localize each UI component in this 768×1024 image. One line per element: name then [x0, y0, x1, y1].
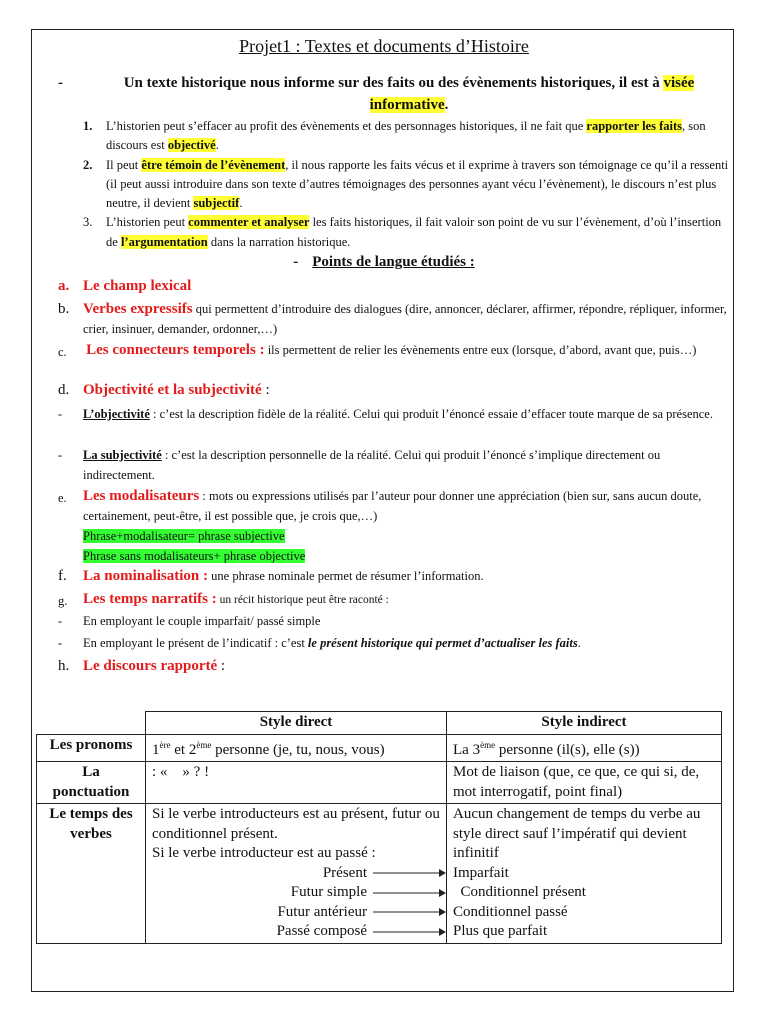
section-label: h. [58, 658, 70, 674]
item-text: L’historien peut s’effacer au profit des évènements et des personnages historiques, il ne fait que [106, 119, 587, 133]
points-dash: - [293, 254, 299, 270]
row-label-pronoms: Les pronoms [37, 734, 146, 762]
term: L’objectivité [83, 407, 150, 421]
cell-text: et 2 [170, 741, 197, 758]
item-number: 1. [83, 119, 93, 133]
section-text: qui permettent d’introduire des dialogues (dire, annoncer, déclarer, affirmer, répondre, répliquer, informer, crier, insinuer, demander, ordonner,…) [83, 302, 727, 336]
section-d [58, 380, 734, 400]
intro-dash: - [58, 75, 63, 91]
intro-paragraph [58, 72, 734, 116]
tense-row [152, 922, 440, 942]
subjectivity-item [58, 445, 734, 485]
tense-row [152, 864, 440, 884]
definition: : c’est la description fidèle de la réalité. Celui qui produit l’énoncé essaie d’effacer toute marque de sa présence. [149, 407, 713, 421]
item-highlight: objectivé [167, 138, 216, 153]
narrative-text: En employant le couple imparfait/ passé simple [83, 614, 321, 628]
tense-to: Plus que parfait [453, 923, 548, 939]
term: La subjectivité [83, 448, 162, 462]
section-text: ils permettent de relier les évènements entre eux (lorsque, d’abord, avant que, puis…) [264, 343, 697, 357]
item-highlight: commenter et analyser [188, 215, 310, 230]
item-text: les faits historiques, il fait valoir son point de vu sur l’évènement, d’où l’insertion de [106, 215, 722, 249]
section-title: Les modalisateurs [83, 488, 200, 504]
bullet-dash: - [58, 448, 63, 462]
item-text: . [215, 138, 219, 153]
superscript: ème [480, 739, 496, 750]
header-indirect: Style indirect [447, 712, 722, 735]
bullet-dash: - [58, 636, 63, 650]
tense-to: Imparfait [453, 864, 509, 881]
section-text: un récit historique peut être raconté : [216, 594, 389, 606]
narrative-emphasis: le présent historique qui permet d’actualiser les faits [307, 636, 578, 650]
table-header-row [37, 712, 722, 735]
narrative-text: En employant le présent de l’indicatif : c’est [83, 636, 308, 650]
section-a [58, 276, 734, 296]
tense-from: Futur simple [290, 884, 367, 900]
tense-to: Conditionnel passé [453, 903, 568, 920]
cell-text: Si le verbe introducteur est au passé : [152, 845, 376, 861]
bullet-dash: - [58, 614, 63, 628]
superscript: ème [196, 739, 212, 750]
narrative-item-2 [58, 633, 734, 653]
narrative-end: . [577, 636, 581, 650]
cell-direct-ponctuation: : « » ? ! [146, 762, 447, 804]
tense-from: Futur antérieur [277, 903, 367, 920]
item-text: L’historien peut [106, 215, 189, 230]
section-label: b. [58, 301, 70, 317]
table-row [37, 734, 722, 762]
intro-end: . [444, 97, 449, 113]
section-tail: : [261, 382, 270, 398]
arrow-icon [371, 907, 446, 917]
section-text: : mots ou expressions utilisés par l’auteur pour donner une appréciation (bien sur, sans aucun doute, certainement, peut-être, il est possible que, je crois que,…) [83, 489, 702, 523]
section-title: Le discours rapporté [83, 658, 218, 674]
section-label: d. [58, 382, 70, 398]
section-title: Objectivité et la subjectivité [83, 382, 262, 398]
section-e [58, 486, 734, 566]
cell-indirect-temps [447, 804, 722, 944]
green-rule-1: Phrase+modalisateur= phrase subjective [83, 529, 285, 543]
section-f [58, 566, 734, 586]
row-label-ponctuation: La ponctuation [37, 762, 146, 804]
cell-text: personne (je, tu, nous, vous) [211, 741, 385, 758]
section-b [58, 299, 734, 339]
section-title: Le champ lexical [83, 278, 192, 294]
section-title: La nominalisation : [83, 568, 209, 584]
section-label: f. [58, 568, 67, 584]
table-row [37, 804, 722, 944]
item-text: , son discours est [106, 119, 706, 153]
section-label: e. [58, 491, 67, 505]
item-number: 3. [83, 215, 93, 230]
cell-text: Aucun changement de temps du verbe au style direct sauf l’impératif qui devient infinitif [453, 806, 701, 861]
section-c [58, 340, 734, 360]
section-title: Les connecteurs temporels : [86, 342, 265, 358]
header-direct: Style direct [146, 712, 447, 735]
section-title: Verbes expressifs [83, 301, 193, 317]
cell-direct-pronoms [146, 734, 447, 762]
cell-text: Si le verbe introducteurs est au présent, futur ou conditionnel présent. [152, 806, 440, 842]
arrow-icon [371, 868, 446, 878]
definition: : c’est la description personnelle de la réalité. Celui qui produit l’énoncé s’implique directement ou indirectement. [83, 448, 661, 482]
section-text: une phrase nominale permet de résumer l’information. [208, 569, 484, 583]
tense-from: Présent [322, 864, 367, 881]
tense-from: Passé composé [276, 923, 367, 939]
list-item [58, 213, 734, 252]
arrow-icon [371, 888, 446, 898]
cell-text: 1 [152, 741, 160, 758]
tense-row [152, 903, 440, 923]
item-highlight: être témoin de l’évènement [141, 157, 286, 172]
row-label-temps: Le temps des verbes [37, 804, 146, 944]
objectivity-item [58, 404, 734, 424]
superscript: ère [159, 739, 171, 750]
cell-indirect-pronoms [447, 734, 722, 762]
table-row [37, 762, 722, 804]
section-title: Les temps narratifs : [83, 591, 217, 607]
narrative-item-1 [58, 611, 734, 631]
item-text: , il nous rapporte les faits vécus et il exprime à travers son témoignage ce qu’il a ressenti (il peut aussi introduire dans son texte d’autres témoignages des personnes ayant vécu l’évènement), le discours n’est plus neutre, il devient [106, 157, 729, 211]
intro-text: Un texte historique nous informe sur des faits ou des évènements historiques, il est à [123, 75, 664, 91]
section-h [58, 656, 734, 676]
tense-to: Conditionnel présent [453, 884, 586, 900]
section-label: g. [58, 594, 68, 608]
item-highlight: subjectif [193, 196, 240, 211]
section-g [58, 589, 734, 610]
tense-row [152, 883, 440, 903]
page-title: Projet1 : Textes et documents d’Histoire [239, 36, 529, 56]
section-label: a. [58, 278, 70, 294]
item-number: 2. [83, 157, 93, 172]
item-text: dans la narration historique. [207, 234, 351, 249]
points-text: Points de langue étudiés : [312, 254, 475, 270]
points-heading [0, 254, 768, 271]
numbered-list [58, 117, 734, 252]
item-text: . [239, 196, 243, 211]
bullet-dash: - [58, 407, 63, 421]
arrow-icon [371, 927, 446, 937]
item-highlight: rapporter les faits [586, 119, 683, 133]
empty-corner [37, 712, 146, 735]
cell-direct-temps [146, 804, 447, 944]
cell-indirect-ponctuation: Mot de liaison (que, ce que, ce qui si, de, mot interrogatif, point final) [447, 762, 722, 804]
item-text: Il peut [106, 157, 142, 172]
section-tail: : [217, 658, 226, 674]
intro-highlight: visée informative [369, 75, 695, 113]
section-label: c. [58, 345, 67, 359]
cell-text: La 3 [453, 741, 481, 758]
cell-text: personne (il(s), elle (s)) [495, 741, 640, 758]
list-item [58, 156, 734, 214]
green-rule-2: Phrase sans modalisateurs+ phrase objective [83, 549, 306, 563]
list-item [58, 117, 734, 156]
item-highlight: l’argumentation [120, 234, 208, 249]
reported-speech-table [36, 711, 722, 944]
